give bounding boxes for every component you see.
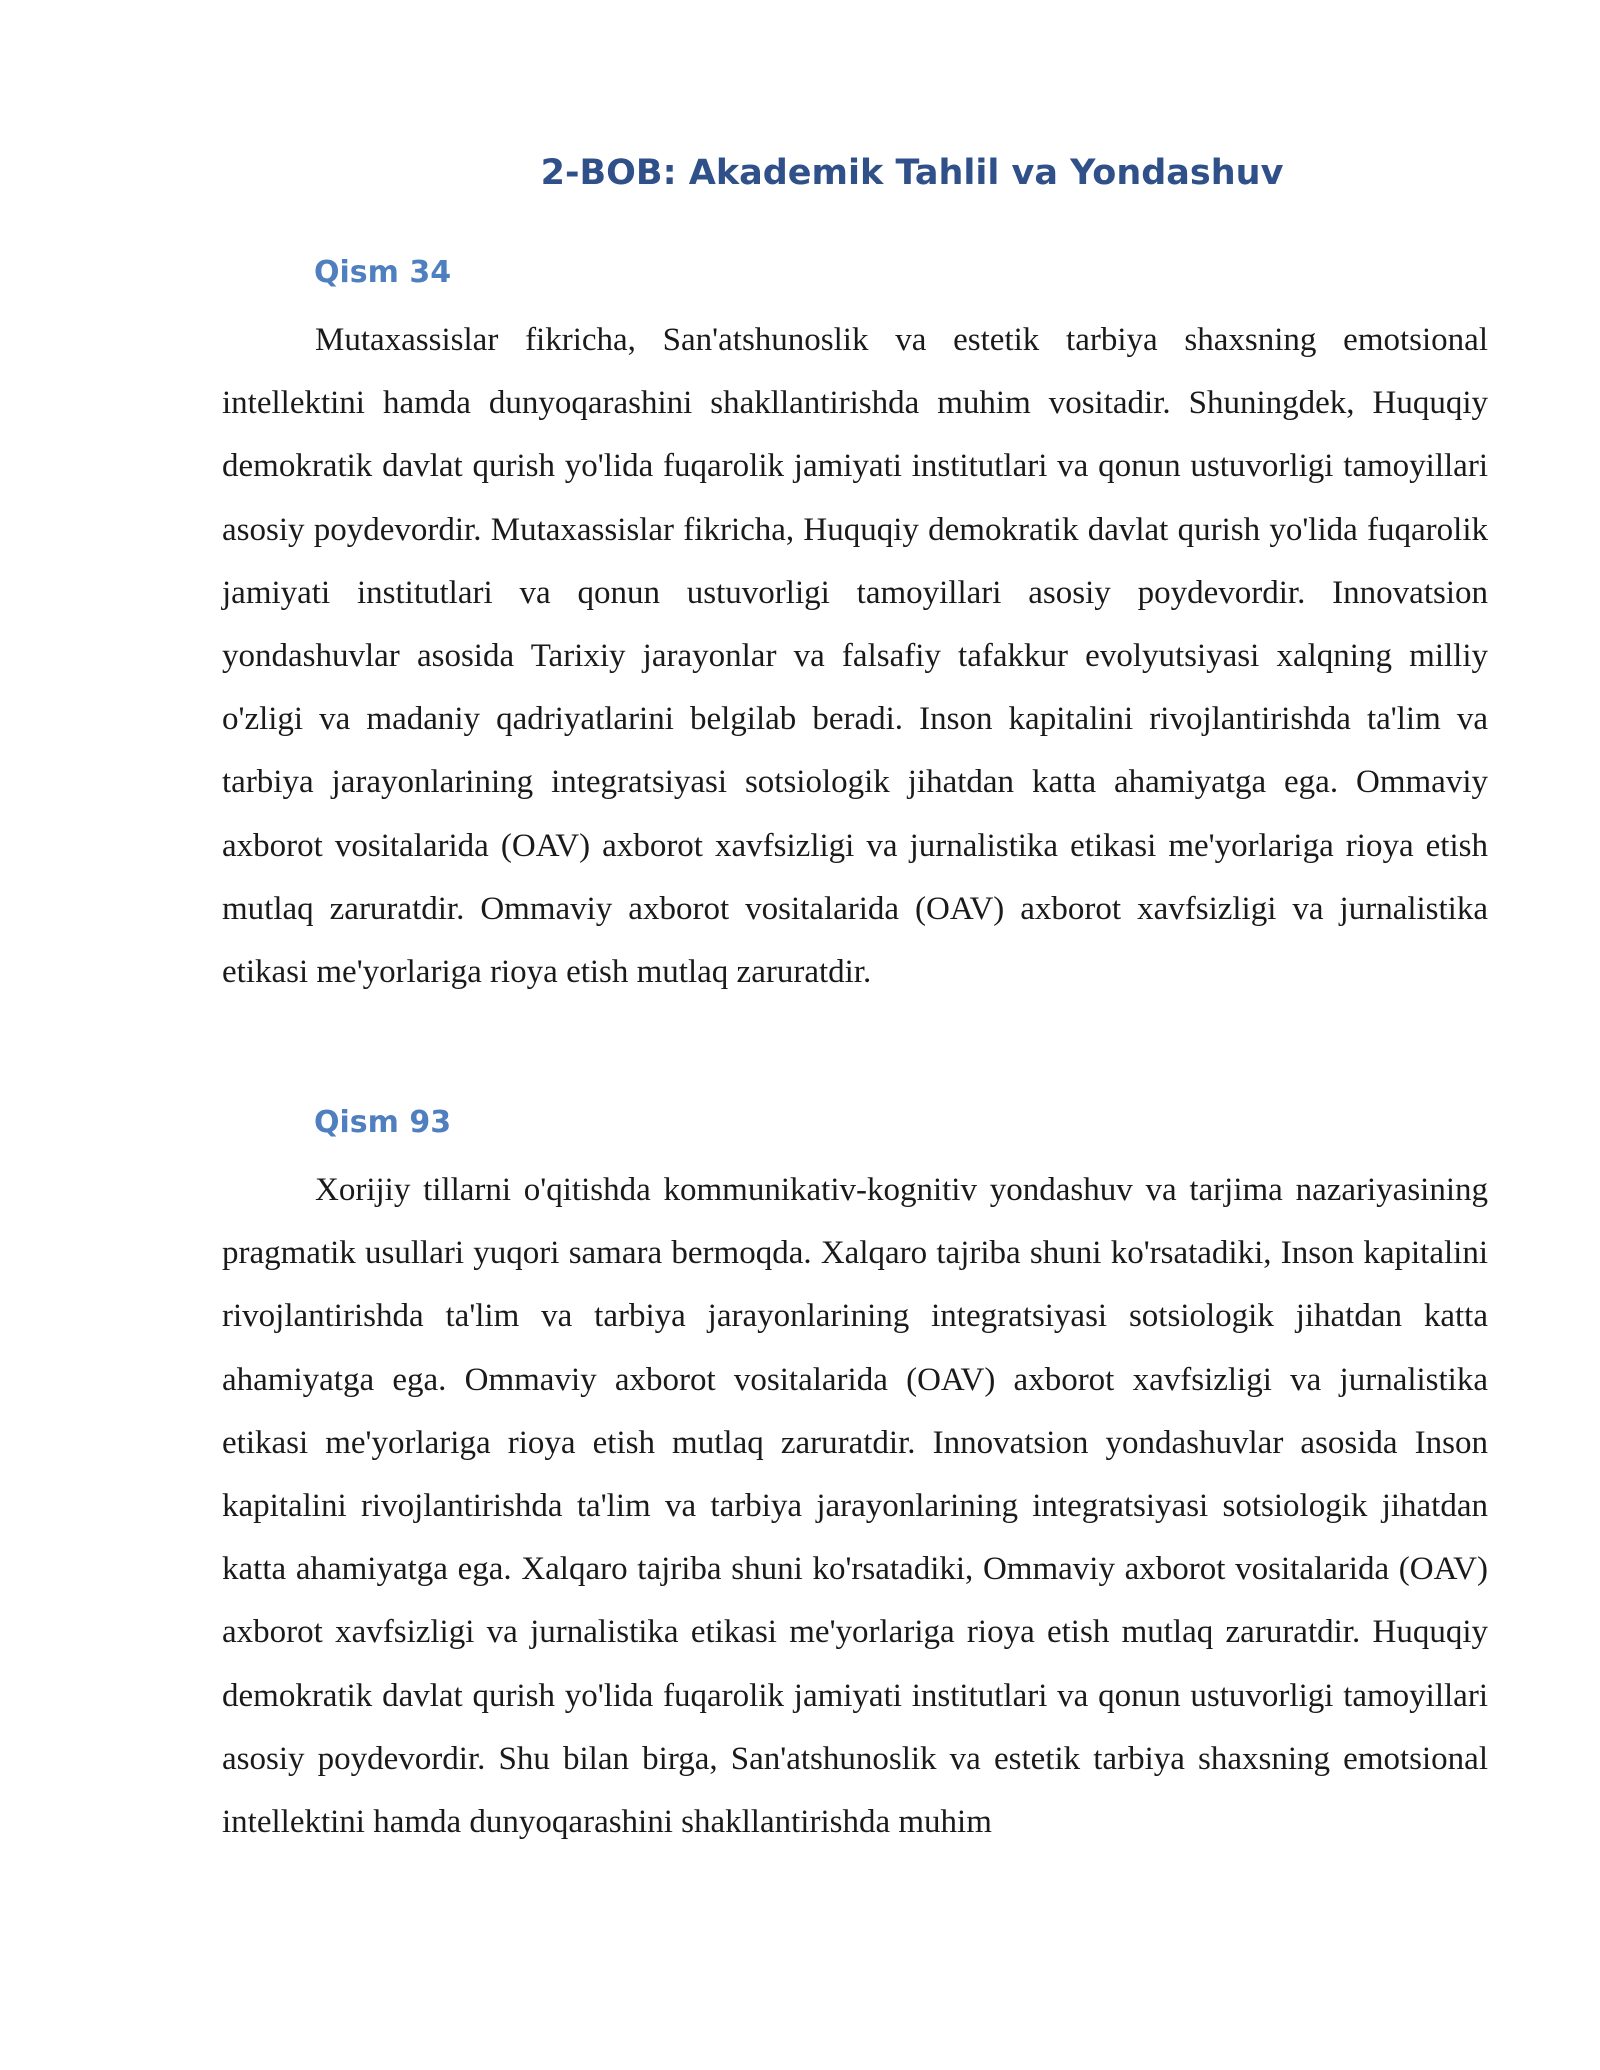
section-heading: Qism 93 xyxy=(314,1105,452,1140)
section-paragraph: Mutaxassislar fikricha, San'atshunoslik va estetik tarbiya shaxsning emotsional intellektini hamda dunyoqarashini shakllantirishda muhim vositadir. Shuningdek, Huquqiy demokratik davlat qurish yo'lida fuqarolik jamiyati institutlari va qonun ustuvorligi tamoyillari asosiy poydevordir. Mutaxassislar fikricha, Huquqiy demokratik davlat qurish yo'lida fuqarolik jamiyati institutlari va qonun ustuvorligi tamoyillari asosiy poydevordir. Innovatsion yondashuvlar asosida Tarixiy jarayonlar va falsafiy tafakkur evolyutsiyasi xalqning milliy o'zligi va madaniy qadriyatlarini belgilab beradi. Inson kapitalini rivojlantirishda ta'lim va tarbiya jarayonlarining integratsiyasi sotsiologik jihatdan katta ahamiyatga ega. Ommaviy axborot vositalarida (OAV) axborot xavfsizligi va jurnalistika etikasi me'yorlariga rioya etish mutlaq zaruratdir. Ommaviy axborot vositalarida (OAV) axborot xavfsizligi va jurnalistika etikasi me'yorlariga rioya etish mutlaq zaruratdir. xyxy=(222,322,1488,991)
section-paragraph: Xorijiy tillarni o'qitishda kommunikativ-kognitiv yondashuv va tarjima nazariyasining pragmatik usullari yuqori samara bermoqda. Xalqaro tajriba shuni ko'rsatadiki, Inson kapitalini rivojlantirishda ta'lim va tarbiya jarayonlarining integratsiyasi sotsiologik jihatdan katta ahamiyatga ega. Ommaviy axborot vositalarida (OAV) axborot xavfsizligi va jurnalistika etikasi me'yorlariga rioya etish mutlaq zaruratdir. Innovatsion yondashuvlar asosida Inson kapitalini rivojlantirishda ta'lim va tarbiya jarayonlarining integratsiyasi sotsiologik jihatdan katta ahamiyatga ega. Xalqaro tajriba shuni ko'rsatadiki, Ommaviy axborot vositalarida (OAV) axborot xavfsizligi va jurnalistika etikasi me'yorlariga rioya etish mutlaq zaruratdir. Huquqiy demokratik davlat qurish yo'lida fuqarolik jamiyati institutlari va qonun ustuvorligi tamoyillari asosiy poydevordir. Shu bilan birga, San'atshunoslik va estetik tarbiya shaxsning emotsional intellektini hamda dunyoqarashini shakllantirishda muhim xyxy=(222,1172,1488,1841)
section-heading: Qism 34 xyxy=(314,255,452,290)
chapter-title: 2-BOB: Akademik Tahlil va Yondashuv xyxy=(540,153,1284,193)
